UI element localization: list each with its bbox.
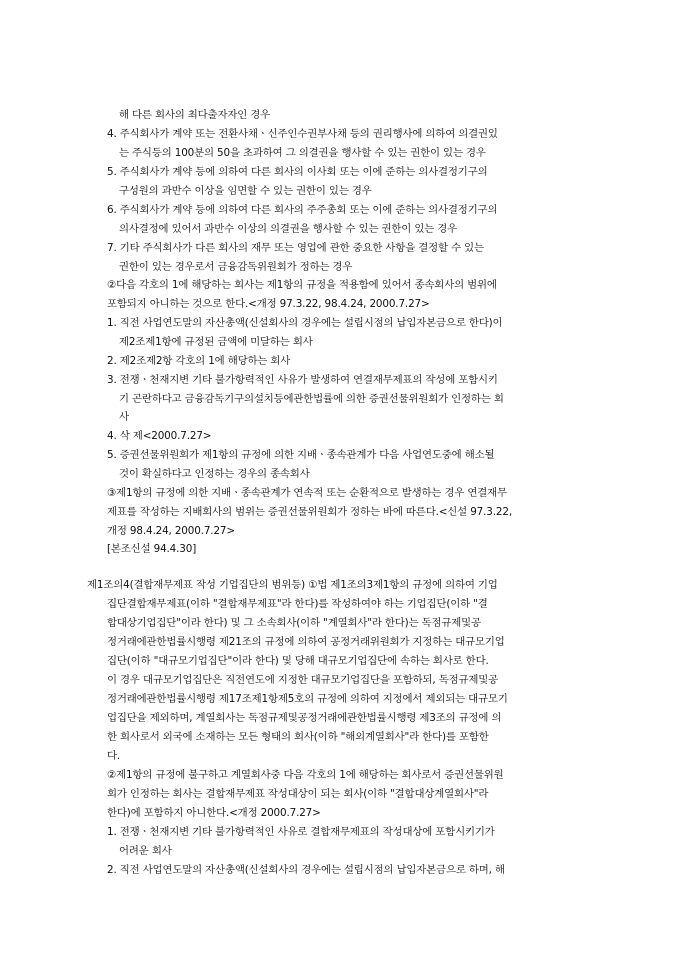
text-line: 집단결합재무제표(이하 "결합재무제표"라 한다)를 작성하여야 하는 기업집단(이하 "결 [107,598,488,610]
text-line: 제2조제1항에 규정된 금액에 미달하는 회사 [119,336,313,348]
text-line: 이 경우 대규모기업집단은 직전연도에 지정한 대규모기업집단을 포함하되, 독점규제및공 [107,674,499,686]
text-line: 는 주식등의 100분의 50을 초과하여 그 의결권을 행사할 수 있는 권한이 있는 경우 [119,147,486,159]
text-line: 4. 삭 제<2000.7.27> [107,430,212,442]
text-line: 포함되지 아니하는 것으로 한다.<개정 97.3.22, 98.4.24, 2000.7.27> [107,298,430,310]
text-line: 다. [107,750,121,762]
text-line: [본조신설 94.4.30] [107,543,197,555]
text-line: 1. 전쟁ㆍ천재지변 기타 불가항력적인 사유로 결합재무제표의 작성대상에 포함시키기가 [107,826,495,838]
text-line: 한 회사로서 외국에 소재하는 모든 형태의 회사(이하 "해외계열회사"라 한다)를 포함한 [107,731,489,743]
text-line: 의사결정에 있어서 과반수 이상의 의결권을 행사할 수 있는 권한이 있는 경우 [119,223,458,235]
text-line: 해 다른 회사의 최다출자자인 경우 [119,109,271,121]
text-line: 회가 인정하는 회사는 결합재무제표 작성대상이 되는 회사(이하 "결합대상계열회사"라 [107,788,489,800]
text-line: ②제1항의 규정에 불구하고 계열회사중 다음 각호의 1에 해당하는 회사로서 증권선물위원 [107,769,504,781]
text-line: 구성원의 과반수 이상을 임면할 수 있는 권한이 있는 경우 [119,185,372,197]
text-line: 합대상기업집단"이라 한다) 및 그 소속회사(이하 "계열회사"라 한다)는 독점규제및공 [107,617,481,629]
text-line: ②다음 각호의 1에 해당하는 회사는 제1항의 규정을 적용함에 있어서 종속회사의 범위에 [107,279,497,291]
text-line: 7. 기타 주식회사가 다른 회사의 재무 또는 영업에 관한 중요한 사항을 결정할 수 있는 [107,242,484,254]
text-line: 6. 주식회사가 계약 등에 의하여 다른 회사의 주주총회 또는 이에 준하는 의사결정기구의 [107,204,498,216]
text-line: 정거래에관한법률시행령 제17조제1항제5호의 규정에 의하여 지정에서 제외되는 대규모기 [107,693,508,705]
text-line: 한다)에 포함하지 아니한다.<개정 2000.7.27> [107,807,321,819]
text-line: 기 곤란하다고 금융감독기구의설치등에관한법률에 의한 증권선물위원회가 인정하는 회 [119,393,504,405]
text-line: 개정 98.4.24, 2000.7.27> [107,525,235,537]
text-line: 제표를 작성하는 지배회사의 범위는 증권선물위원회가 정하는 바에 따른다.<신설 97.3.22, [107,506,512,518]
text-line: 5. 증권선물위원회가 제1항의 규정에 의한 지배ㆍ종속관계가 다음 사업연도중에 해소될 [107,449,495,461]
text-line: 어려운 회사 [119,845,172,857]
text-line: 5. 주식회사가 계약 등에 의하여 다른 회사의 이사회 또는 이에 준하는 의사결정기구의 [107,166,488,178]
text-line: 것이 확실하다고 인정하는 경우의 종속회사 [119,468,310,480]
text-line: 1. 직전 사업연도말의 자산총액(신설회사의 경우에는 설립시점의 납입자본금으로 한다)이 [107,317,503,329]
text-line: 4. 주식회사가 계약 또는 전환사채ㆍ신주인수권부사채 등의 권리행사에 의하여 의결권있 [107,128,498,140]
text-line: 제1조의4(결합재무제표 작성 기업집단의 범위등) ①법 제1조의3제1항의 규정에 의하여 기업 [87,579,498,591]
text-line: 집단(이하 "대규모기업집단"이라 한다) 및 당해 대규모기업집단에 속하는 회사로 한다. [107,655,489,667]
text-line: ③제1항의 규정에 의한 지배ㆍ종속관계가 연속적 또는 순환적으로 발생하는 경우 연결재무 [107,487,507,499]
text-line: 정거래에관한법률시행령 제21조의 규정에 의하여 공정거래위원회가 지정하는 대규모기업 [107,636,505,648]
text-line: 권한이 있는 경우로서 금융감독위원회가 정하는 경우 [119,261,353,273]
text-line: 3. 전쟁ㆍ천재지변 기타 불가항력적인 사유가 발생하여 연결재무제표의 작성에 포함시키 [107,374,498,386]
text-line: 업집단을 제외하며, 계열회사는 독점규제및공정거래에관한법률시행령 제3조의 규정에 의 [107,712,502,724]
text-line: 2. 직전 사업연도말의 자산총액(신설회사의 경우에는 설립시점의 납입자본금으로 하며, 해 [107,864,505,876]
text-line: 2. 제2조제2항 각호의 1에 해당하는 회사 [107,355,291,367]
text-line: 사 [119,411,129,423]
